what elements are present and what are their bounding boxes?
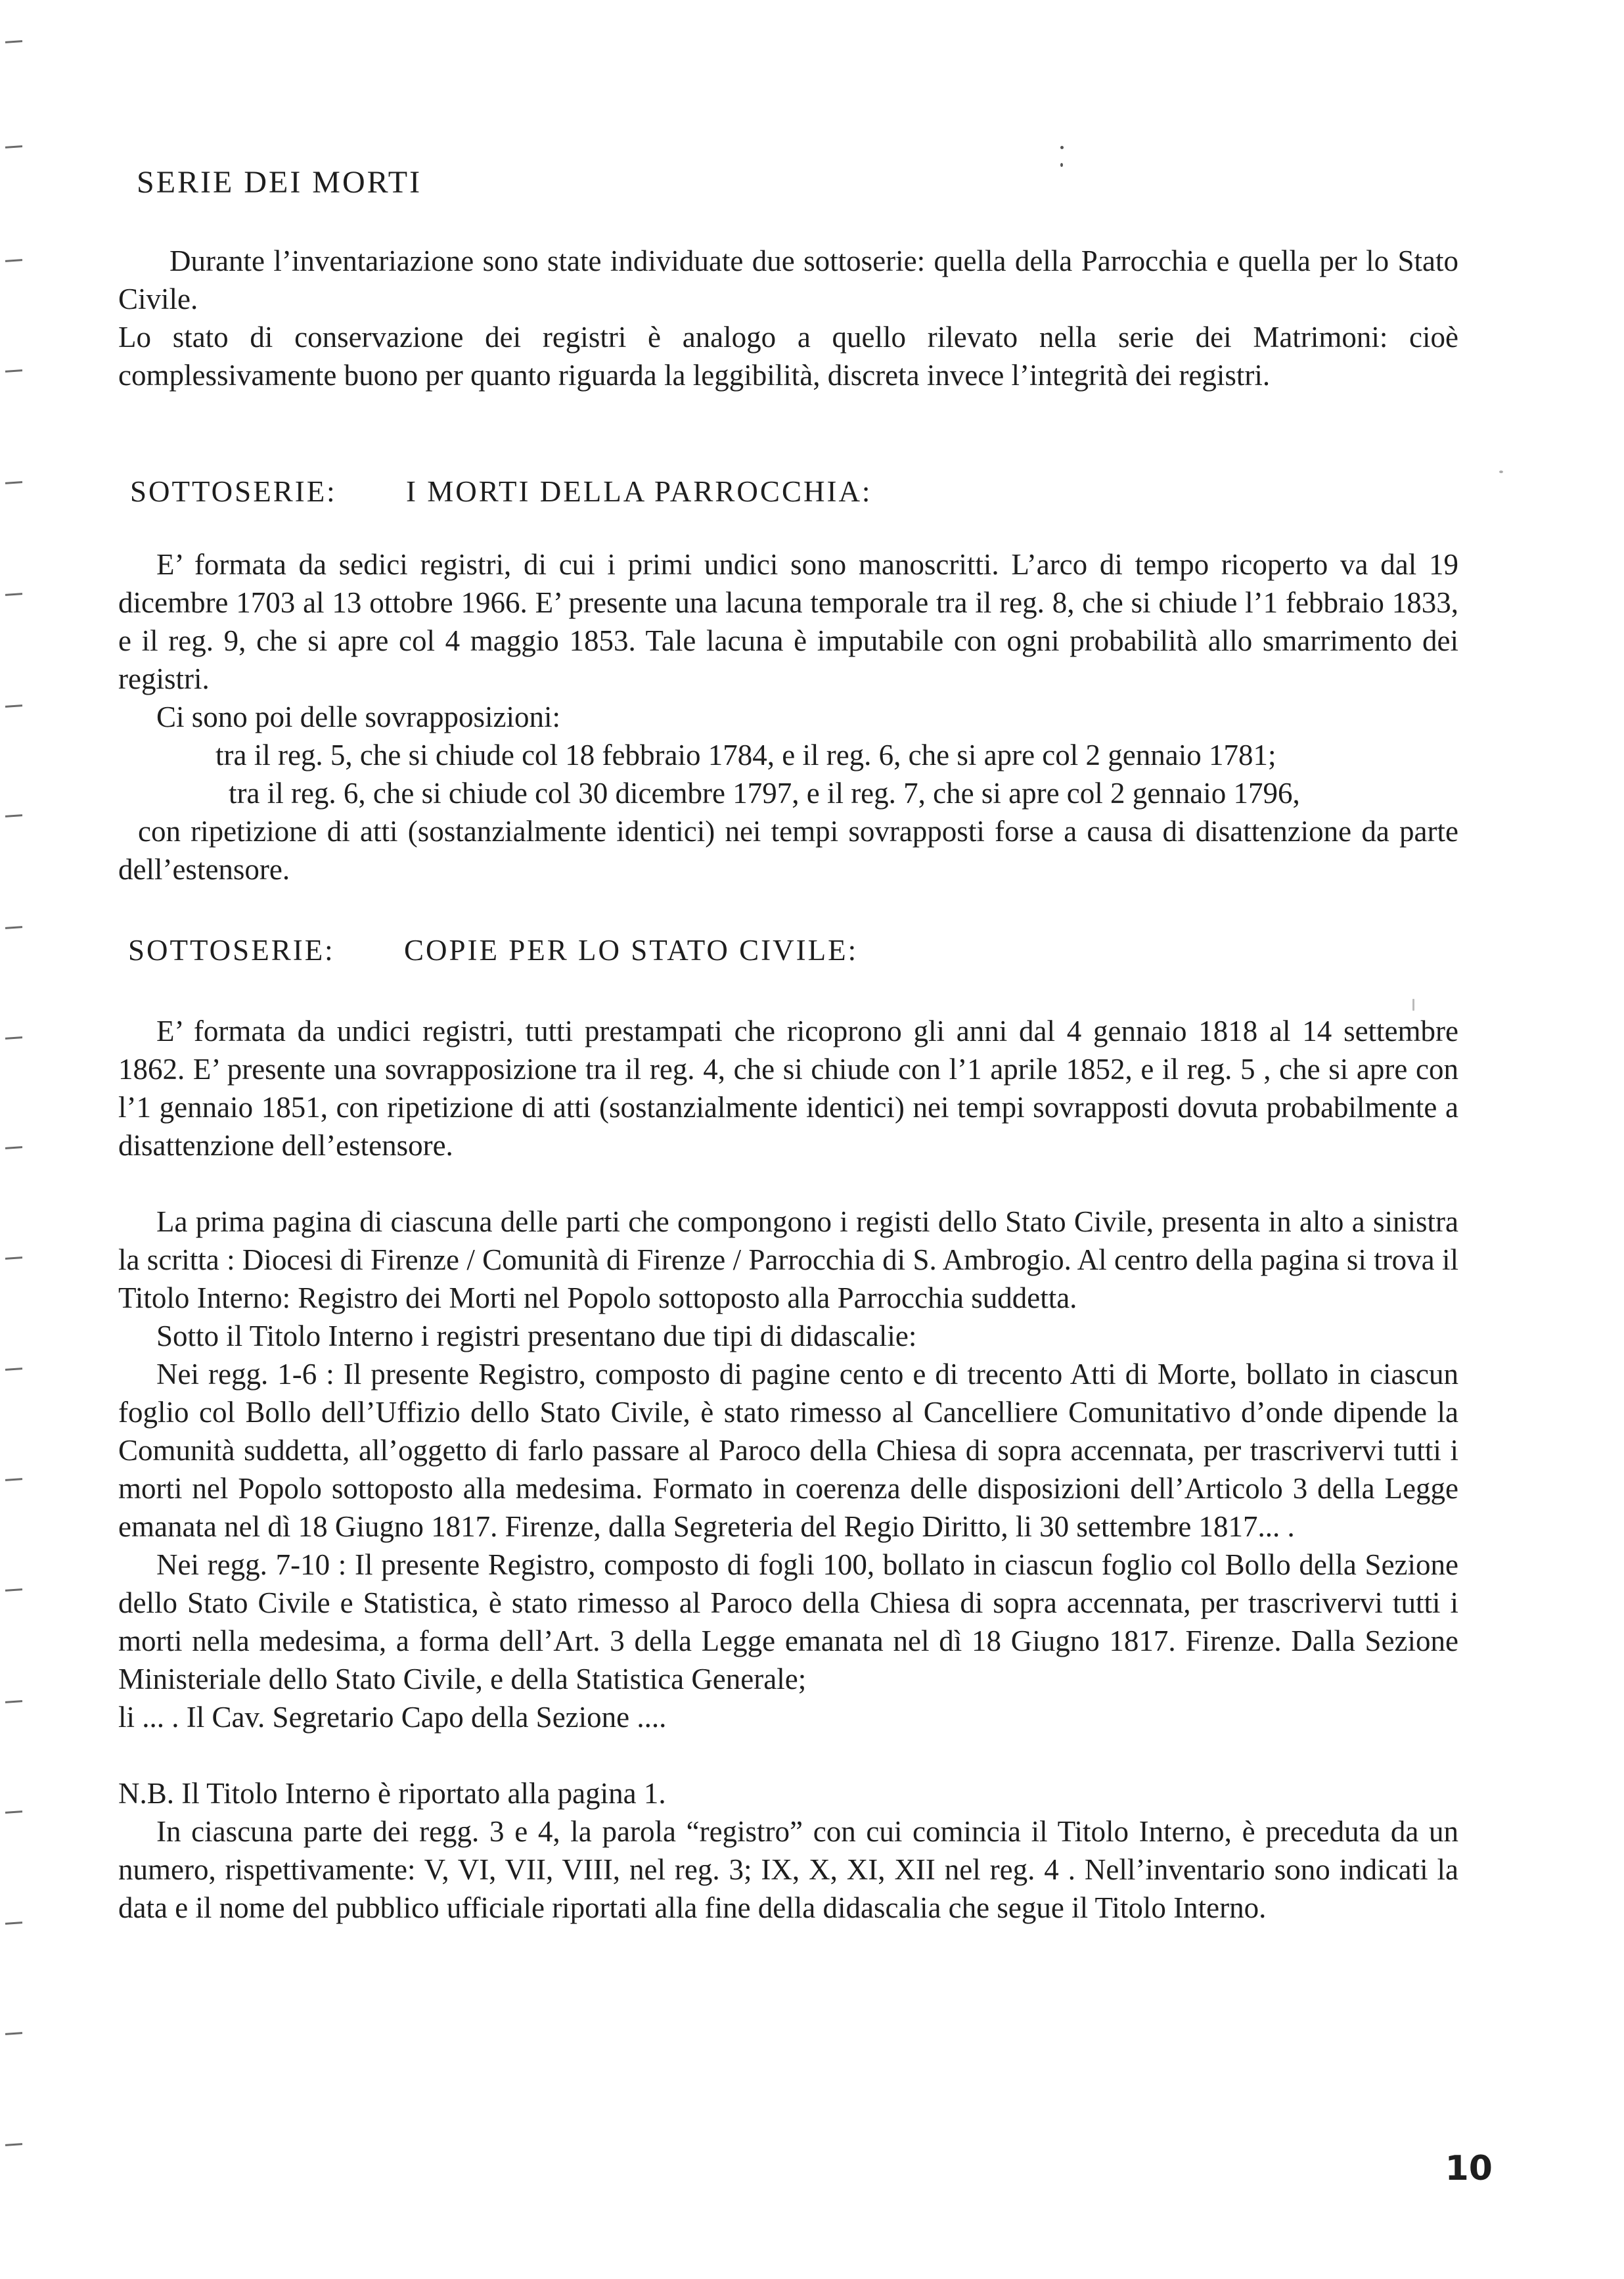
section-heading-parrocchia <box>130 474 872 509</box>
scan-speck <box>1060 163 1063 167</box>
margin-mark <box>5 814 22 817</box>
margin-mark <box>5 2143 22 2146</box>
margin-mark <box>5 1478 22 1481</box>
margin-mark <box>5 1810 22 1814</box>
margin-mark <box>5 1036 22 1040</box>
paragraph: Sotto il Titolo Interno i registri presentano due tipi di didascalie: <box>156 1320 917 1352</box>
margin-mark <box>5 1700 22 1703</box>
paragraph: tra il reg. 5, che si chiude col 18 febbraio 1784, e il reg. 6, che si apre col 2 gennaio 1781; <box>215 739 1276 771</box>
scan-speck <box>1412 999 1414 1011</box>
margin-mark <box>5 1368 22 1371</box>
section-label: SOTTOSERIE: <box>128 934 335 967</box>
margin-mark <box>5 1256 22 1260</box>
paragraph: li ... . Il Cav. Segretario Capo della Sezione .... <box>118 1701 667 1734</box>
intro-paragraph: Lo stato di conservazione dei registri è analogo a quello rilevato nella serie dei Matrimoni: cioè complessivamente buono per quanto riguarda la leggibilità, discreta invece l’integrità dei registri. <box>118 321 1458 392</box>
section-title: COPIE PER LO STATO CIVILE: <box>404 934 859 967</box>
margin-mark <box>5 704 22 708</box>
margin-mark <box>5 145 22 149</box>
intro-paragraph: Durante l’inventariazione sono state individuate due sottoserie: quella della Parrocchia e quella per lo Stato Civile. <box>118 244 1458 315</box>
page-number: 10 <box>1445 2149 1493 2188</box>
page-title: SERIE DEI MORTI <box>137 165 422 200</box>
margin-mark <box>5 1588 22 1592</box>
section-label: SOTTOSERIE: <box>130 475 337 508</box>
section-heading-stato-civile <box>128 933 858 967</box>
scan-speck <box>1060 146 1064 149</box>
paragraph: con ripetizione di atti (sostanzialmente identici) nei tempi sovrapposti forse a causa di disattenzione da parte dell’estensore. <box>118 815 1458 886</box>
paragraph: In ciascuna parte dei regg. 3 e 4, la parola “registro” con cui comincia il Titolo Interno, è preceduta da un numero, rispettivamente: V, VI, VII, VIII, nel reg. 3; IX, X, XI, XII nel reg. 4 . Nell’inventario sono indicati la data e il nome del pubblico ufficiale riportati alla fine della didascalia che segue il Titolo Interno. <box>118 1815 1458 1924</box>
paragraph: Nei regg. 1-6 : Il presente Registro, composto di pagine cento e di trecento Atti di Morte, bollato in ciascun foglio col Bollo dell’Uffizio dello Stato Civile, è stato rimesso al Cancelliere Comunitativo d’onde dipende la Comunità suddetta, all’oggetto di farlo passare al Paroco della Chiesa di sopra accennata, per trascrivervi tutti i morti nel Popolo sottoposto alla medesima. Formato in coerenza delle disposizioni dell’Articolo 3 della Legge emanata nel dì 18 Giugno 1817. Firenze, dalla Segreteria del Regio Diritto, li 30 settembre 1817... . <box>118 1358 1458 1543</box>
margin-mark <box>5 369 22 373</box>
margin-mark <box>5 481 22 484</box>
margin-mark <box>5 593 22 596</box>
section-stato-civile-body <box>118 1012 1458 1927</box>
margin-mark <box>5 40 22 43</box>
margin-mark <box>5 926 22 929</box>
scan-speck <box>1499 471 1503 473</box>
section-title: I MORTI DELLA PARROCCHIA: <box>406 475 872 508</box>
margin-mark <box>5 1146 22 1149</box>
paragraph: tra il reg. 6, che si chiude col 30 dicembre 1797, e il reg. 7, che si apre col 2 gennaio 1796, <box>229 777 1300 810</box>
margin-mark <box>5 1922 22 1925</box>
binding-margin-marks <box>0 0 26 2279</box>
margin-mark <box>5 259 22 262</box>
nota-bene: N.B. Il Titolo Interno è riportato alla pagina 1. <box>118 1777 666 1810</box>
paragraph: E’ formata da undici registri, tutti prestampati che ricoprono gli anni dal 4 gennaio 1818 al 14 settembre 1862. E’ presente una sovrapposizione tra il reg. 4, che si chiude con l’1 aprile 1852, e il reg. 5 , che si apre con l’1 gennaio 1851, con ripetizione di atti (sostanzialmente identici) nei tempi sovrapposti dovuta probabilmente a disattenzione dell’estensore. <box>118 1015 1458 1162</box>
margin-mark <box>5 2032 22 2035</box>
intro-block <box>118 242 1458 394</box>
paragraph: Nei regg. 7-10 : Il presente Registro, composto di fogli 100, bollato in ciascun foglio col Bollo della Sezione dello Stato Civile e Statistica, è stato rimesso al Paroco della Chiesa di sopra accennata, per trascrivervi tutti i morti nella medesima, a forma dell’Art. 3 della Legge emanata nel dì 18 Giugno 1817. Firenze. Dalla Sezione Ministeriale dello Stato Civile, e della Statistica Generale; <box>118 1548 1458 1695</box>
paragraph: Ci sono poi delle sovrapposizioni: <box>156 701 560 733</box>
paragraph: La prima pagina di ciascuna delle parti che compongono i registi dello Stato Civile, presenta in alto a sinistra la scritta : Diocesi di Firenze / Comunità di Firenze / Parrocchia di S. Ambrogio. Al centro della pagina si trova il Titolo Interno: Registro dei Morti nel Popolo sottoposto alla Parrocchia suddetta. <box>118 1205 1458 1314</box>
section-parrocchia-body <box>118 545 1458 888</box>
paragraph: E’ formata da sedici registri, di cui i primi undici sono manoscritti. L’arco di tempo ricoperto va dal 19 dicembre 1703 al 13 ottobre 1966. E’ presente una lacuna temporale tra il reg. 8, che si chiude l’1 febbraio 1833, e il reg. 9, che si apre col 4 maggio 1853. Tale lacuna è imputabile con ogni probabilità allo smarrimento dei registri. <box>118 548 1458 695</box>
